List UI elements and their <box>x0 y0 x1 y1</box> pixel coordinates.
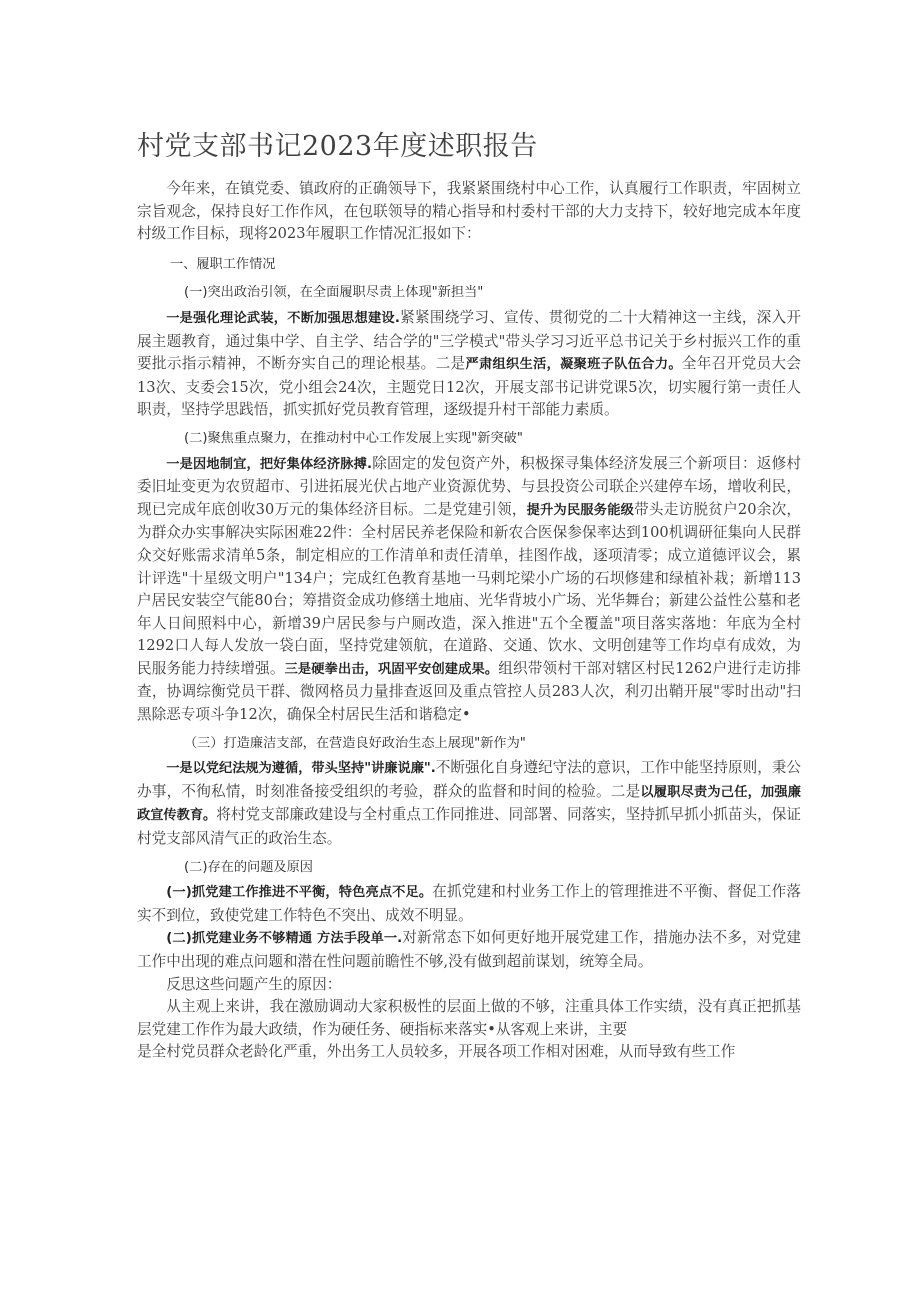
body-text: 全年召开党员大会13次、支委会15次，党小组会24次，主题党日12次，开展支部书记讲党课5次，切实履行第一责任人职责，坚持学思践悟，抓实抓好党员教育管理，逐级提升村干部能力素质。 <box>137 355 801 419</box>
paragraph-reason-2: 是全村党员群众老龄化严重，外出务工人员较多，开展各项工作相对困难，从而导致有些工作 <box>137 1043 736 1061</box>
body-text: 除固定的发包资产外，积极探寻集体经济发展三个新项目：返修村委旧址变更为农贸超市、引进拓展光伏占地产业资源优势、与县投资公司联企兴建停车场，增收利民，现已完成年底创收30万元的集体经济目标。二是党建引领， <box>137 454 801 518</box>
intro-paragraph: 今年来，在镇党委、镇政府的正确领导下，我紧紧围绕村中心工作，认真履行工作职责，牢固树立宗旨观念，保持良好工作作风，在包联领导的精心指导和村委村干部的大力支持下，较好地完成本年度村级工作目标，现将2023年履职工作情况汇报如下： <box>137 180 801 243</box>
paragraph-problem-2 <box>137 927 801 973</box>
paragraph-political <box>137 307 801 422</box>
body-text: 将村党支部廉政建设与全村重点工作同推进、同部署、同落实，坚持抓早抓小抓苗头，保证村党支部风清气正的政治生态。 <box>137 806 801 848</box>
subsection-heading-focus: (二)聚焦重点聚力，在推动村中心工作发展上实现"新突破" <box>184 430 523 446</box>
paragraph-focus <box>137 453 801 727</box>
subsection-heading-integrity: （三）打造廉洁支部，在营造良好政治生态上展现"新作为" <box>184 735 526 751</box>
document-body <box>137 178 801 1064</box>
paragraph-integrity <box>137 757 801 850</box>
lead-text: (二)抓党建业务不够精通 方法手段单一. <box>166 931 403 947</box>
lead-text: 三是硬拳出击，巩固平安创建成果。 <box>284 661 499 677</box>
lead-text: 提升为民服务能级 <box>526 502 635 518</box>
body-text: 不断强化自身遵纪守法的意识，工作中能坚持原则，秉公办事，不徇私情，时刻准备接受组织的考验，群众的监督和时间的检验。二是 <box>137 759 801 800</box>
body-text: 紧紧围绕学习、宣传、贯彻党的二十大精神这一主线，深入开展主题教育，通过集中学、自主学、结合学的"三学模式"带头学习习近平总书记关于乡村振兴工作的重要批示指示精神，不断夯实自己的理论根基。二是 <box>137 308 801 373</box>
document-title: 村党支部书记2023年度述职报告 <box>137 131 538 162</box>
body-text: 对新常态下如何更好地开展党建工作，措施办法不多，对党建工作中出现的难点问题和潜在性问题前瞻性不够,没有做到超前谋划，统筹全局。 <box>137 929 801 970</box>
lead-text: 以履职尽责为己任，加强廉政宣传教育。 <box>137 784 801 824</box>
paragraph-reason-1: 从主观上来讲，我在激励调动大家积极性的层面上做的不够，注重具体工作实绩，没有真正把抓基层党建工作作为最大政绩，作为硬任务、硬指标来落实•从客观上来讲，主要 <box>137 998 801 1038</box>
lead-text: 严肃组织生活，凝聚班子队伍合力。 <box>465 357 682 373</box>
lead-text: (一)抓党建工作推进不平衡，特色亮点不足。 <box>166 885 433 901</box>
subsection-heading-political: (一)突出政治引领，在全面履职尽责上体现"新担当" <box>184 285 484 301</box>
body-text: 组织带领村干部对辖区村民1262户进行走访排查，协调综衡党员干群、微网格员力量排查返回及重点管控人员283人次，利刃出鞘开展"零时出动"扫黑除恶专项斗争12次，确保全村居民生活和谐稳定• <box>137 659 801 724</box>
lead-text: 一是因地制宜，把好集体经济脉搏. <box>166 456 372 472</box>
paragraph-reflect: 反思这些问题产生的原因： <box>166 975 342 993</box>
section-heading-problems: (二)存在的问题及原因 <box>184 859 313 875</box>
body-text: 在抓党建和村业务工作上的管理推进不平衡、督促工作落实不到位，致使党建工作特色不突出、成效不明显。 <box>137 883 801 924</box>
paragraph-problem-1 <box>137 881 801 927</box>
body-text: 带头走访脱贫户20余次，为群众办实事解决实际困难22件：全村居民养老保险和新农合医保参保率达到100机调研征集向人民群众交好账需求清单5条，制定相应的工作清单和责任清单，挂图作战，逐项清零；成立道德评议会，累计评选"十星级文明户"134户；完成红色教育基地一马剌坨梁小广场的石坝修建和绿植补栽；新增113户居民安装空气能80台；筹措资金成功修缮土地庙、光华背坡小广场、光华舞台；新建公益性公墓和老年人日间照料中心，新增39户居民参与户厕改造，深入推进"五个全覆盖"项目落实落地：年底为全村1292口人每人发放一袋白面，坚持党建领航，在道路、交通、饮水、文明创建等工作均卓有成效，为民服务能力持续增强。 <box>137 500 802 677</box>
section-heading-performance: 一、履职工作情况 <box>170 256 276 272</box>
lead-text: 一是以党纪法规为遵循，带头坚持"讲廉说廉". <box>166 761 436 777</box>
lead-text: 一是强化理论武装，不断加强思想建设. <box>166 310 400 326</box>
